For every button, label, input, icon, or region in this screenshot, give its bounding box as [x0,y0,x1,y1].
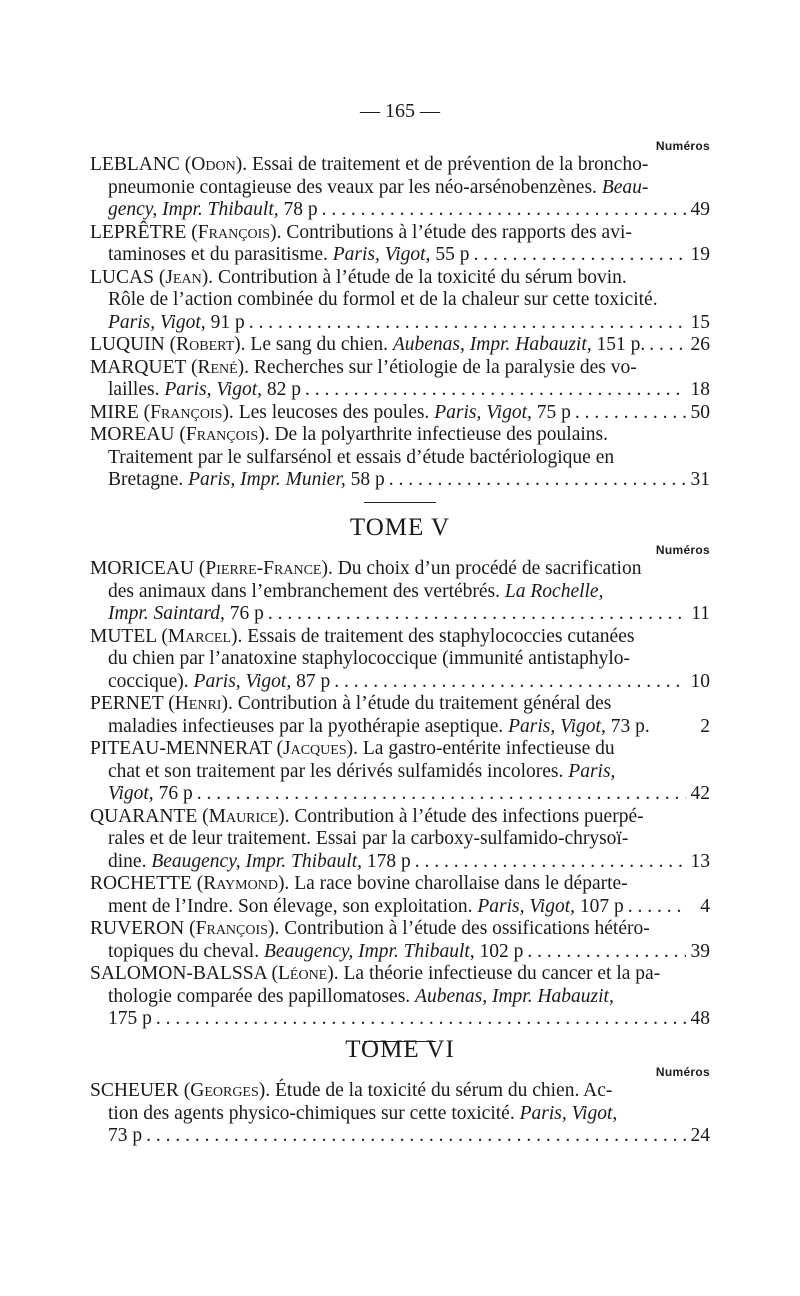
entry-number: 10 [690,670,710,692]
entry-scheuer: SCHEUER (Georges). Étude de la toxicité du sérum du chien. Ac- tion des agents physico-chimiques sur cette toxicité. Paris, Vigot, 73 p . . . 24 [90,1080,710,1148]
entry-number: 42 [690,783,710,804]
entry-number: 48 [690,1008,710,1029]
entry-mire: MIRE (François). Les leucoses des poules. Paris, Vigot, 75 p . . . 50 [90,402,710,425]
entry-number: 15 [690,311,710,333]
entry-number: 18 [690,379,710,400]
numeros-column-label: Numéros [655,139,710,153]
entry-luquin: LUQUIN (Robert). Le sang du chien. Aubenas, Impr. Habauzit, 151 p. . . . 26 [90,334,710,357]
entry-quarante: QUARANTE (Maurice). Contribution à l’étude des infections puerpé- rales et de leur traitement. Essai par la carboxy-sulfamido-chrysoï- dine. Beaugency, Impr. Thibault, 178 p . . . 13 [90,806,710,874]
entry-number: 26 [690,334,710,355]
page-number: — 165 — [360,100,440,122]
numeros-column-label: Numéros [655,543,710,557]
entry-ruveron: RUVERON (François). Contribution à l’étude des ossifications hétéro- topiques du cheval. Beaugency, Impr. Thibault, 102 p . . . 39 [90,918,710,963]
entry-piteau-mennerat: PITEAU-MENNERAT (Jacques). La gastro-entérite infectieuse du chat et son traitement par les dérivés sulfamidés incolores. Paris, Vigot, 76 p . . . 42 [90,738,710,806]
entry-number: 50 [690,401,710,423]
entry-number: 31 [690,469,710,490]
entry-number: 24 [690,1125,710,1146]
section-tome-vi [90,1010,710,1148]
numeros-column-label: Numéros [655,1065,710,1079]
tome-vi-heading: TOME VI [345,1036,455,1063]
entry-lepretre: LEPRÊTRE (François). Contributions à l’étude des rapports des avi- taminoses et du parasitisme. Paris, Vigot, 55 p . . . 19 [90,222,710,267]
entry-salomon-balssa: SALOMON-BALSSA (Léone). La théorie infectieuse du cancer et la pa- thologie comparée des papillomatoses. Aubenas, Impr. Habauzit, 175 p . . . 48 [90,963,710,1031]
section-tome-iv-continued [90,138,710,503]
tome-v-heading: TOME V [349,514,451,541]
entry-number: 49 [690,199,710,220]
entry-lucas: LUCAS (Jean). Contribution à l’étude de la toxicité du sérum bovin. Rôle de l’action combinée du formol et de la chaleur sur cette toxicité. Paris, Vigot, 91 p . . . 15 [90,267,710,335]
entry-number: 4 [700,895,710,917]
entry-number: 11 [691,603,710,624]
entry-number: 2 [700,715,710,737]
entry-moriceau: MORICEAU (Pierre-France). Du choix d’un procédé de sacrification des animaux dans l’embranchement des vertébrés. La Rochelle, Impr. Saintard, 76 p . . . 11 [90,558,710,626]
entry-number: 19 [690,244,710,265]
entry-pernet: PERNET (Henri). Contribution à l’étude du traitement général des maladies infectieuses par la pyothérapie aseptique. Paris, Vigot, 73 p. 2 [90,693,710,737]
entry-mutel: MUTEL (Marcel). Essais de traitement des staphylococcies cutanées du chien par l’anatoxine staphylococcique (immunité antistaphylo- coccique). Paris, Vigot, 87 p . . . 10 [90,626,710,694]
section-tome-v [90,492,710,1042]
entry-number: 39 [690,940,710,962]
entry-rochette: ROCHETTE (Raymond). La race bovine charollaise dans le départe- ment de l’Indre. Son élevage, son exploitation. Paris, Vigot, 107 p . . . 4 [90,873,710,918]
entry-marquet: MARQUET (René). Recherches sur l’étiologie de la paralysie des vo- lailles. Paris, Vigot, 82 p . . . 18 [90,357,710,402]
entry-leblanc: LEBLANC (Odon). Essai de traitement et de prévention de la broncho- pneumonie contagieuse des veaux par les néo-arsénobenzènes. Beau- gency, Impr. Thibault, 78 p . . . 49 [90,154,710,222]
entry-number: 13 [690,850,710,872]
entry-moreau: MOREAU (François). De la polyarthrite infectieuse des poulains. Traitement par le sulfarsénol et essais d’étude bactériologique en Bretagne. Paris, Impr. Munier, 58 p . . . 31 [90,424,710,492]
